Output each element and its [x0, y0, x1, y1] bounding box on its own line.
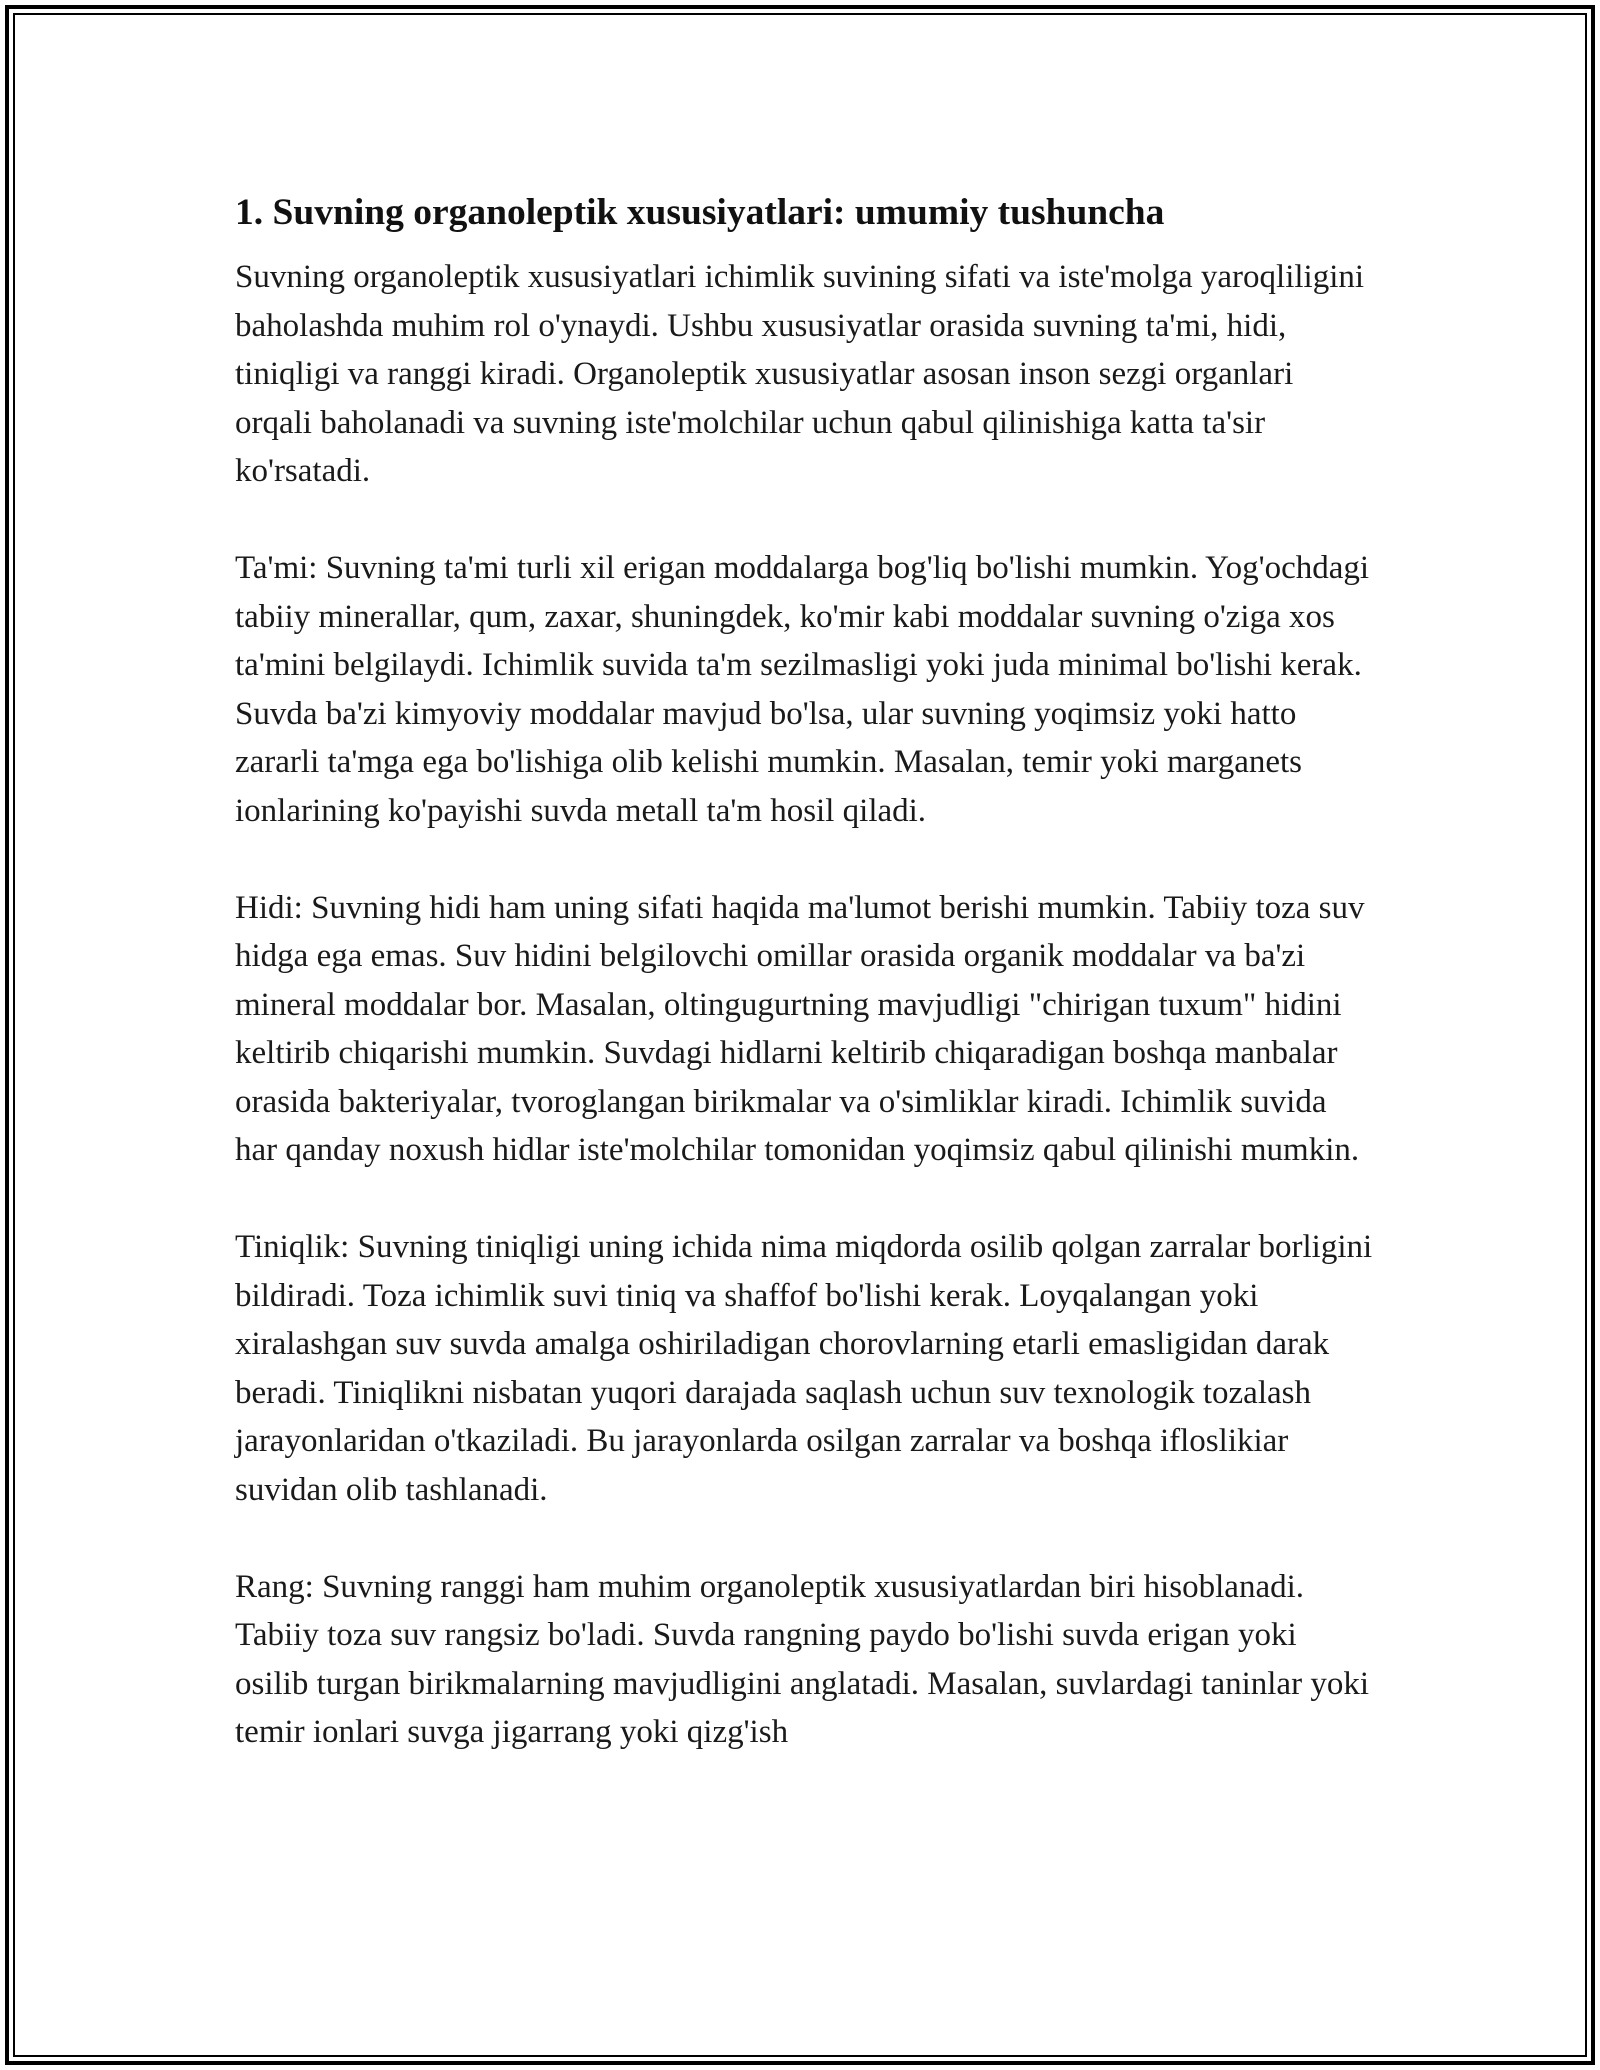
paragraph-clarity: Tiniqlik: Suvning tiniqligi uning ichida nima miqdorda osilib qolgan zarralar borligini bildiradi. Toza ichimlik suvi tiniq va shaffof bo'lishi kerak. Loyqalangan yoki xiralashgan suv suvda amalga oshiriladigan chorovlarning etarli emasligidan darak beradi. Tiniqlikni nisbatan yuqori darajada saqlash uchun suv texnologik tozalash jarayonlaridan o'tkaziladi. Bu jarayonlarda osilgan zarralar va boshqa ifloslikiar suvidan olib tashlanadi.: [235, 1229, 1373, 1508]
section-heading: 1. Suvning organoleptik xususiyatlari: umumiy tushuncha: [235, 192, 1165, 233]
document-body: [235, 185, 1375, 1757]
paragraph-intro: Suvning organoleptik xususiyatlari ichimlik suvining sifati va iste'molga yaroqliligini baholashda muhim rol o'ynaydi. Ushbu xususiyatlar orasida suvning ta'mi, hidi, tiniqligi va ranggi kiradi. Organoleptik xususiyatlar asosan inson sezgi organlari orqali baholanadi va suvning iste'molchilar uchun qabul qilinishiga katta ta'sir ko'rsatadi.: [235, 259, 1365, 489]
paragraph-taste: Ta'mi: Suvning ta'mi turli xil erigan moddalarga bog'liq bo'lishi mumkin. Yog'ochdagi tabiiy minerallar, qum, zaxar, shuningdek, ko'mir kabi moddalar suvning o'ziga xos ta'mini belgilaydi. Ichimlik suvida ta'm sezilmasligi yoki juda minimal bo'lishi kerak. Suvda ba'zi kimyoviy moddalar mavjud bo'lsa, ular suvning yoqimsiz yoki hatto zararli ta'mga ega bo'lishiga olib kelishi mumkin. Masalan, temir yoki marganets ionlarining ko'payishi suvda metall ta'm hosil qiladi.: [235, 550, 1370, 829]
paragraph-color: Rang: Suvning ranggi ham muhim organoleptik xususiyatlardan biri hisoblanadi. Tabiiy toza suv rangsiz bo'ladi. Suvda rangning paydo bo'lishi suvda erigan yoki osilib turgan birikmalarning mavjudligini anglatadi. Masalan, suvlardagi taninlar yoki temir ionlari suvga jigarrang yoki qizg'ish: [235, 1568, 1369, 1750]
paragraph-smell: Hidi: Suvning hidi ham uning sifati haqida ma'lumot berishi mumkin. Tabiiy toza suv hidga ega emas. Suv hidini belgilovchi omillar orasida organik moddalar va ba'zi mineral moddalar bor. Masalan, oltingugurtning mavjudligi "chirigan tuxum" hidini keltirib chiqarishi mumkin. Suvdagi hidlarni keltirib chiqaradigan boshqa manbalar orasida bakteriyalar, tvoroglangan birikmalar va o'simliklar kiradi. Ichimlik suvida har qanday noxush hidlar iste'molchilar tomonidan yoqimsiz qabul qilinishi mumkin.: [235, 889, 1365, 1168]
